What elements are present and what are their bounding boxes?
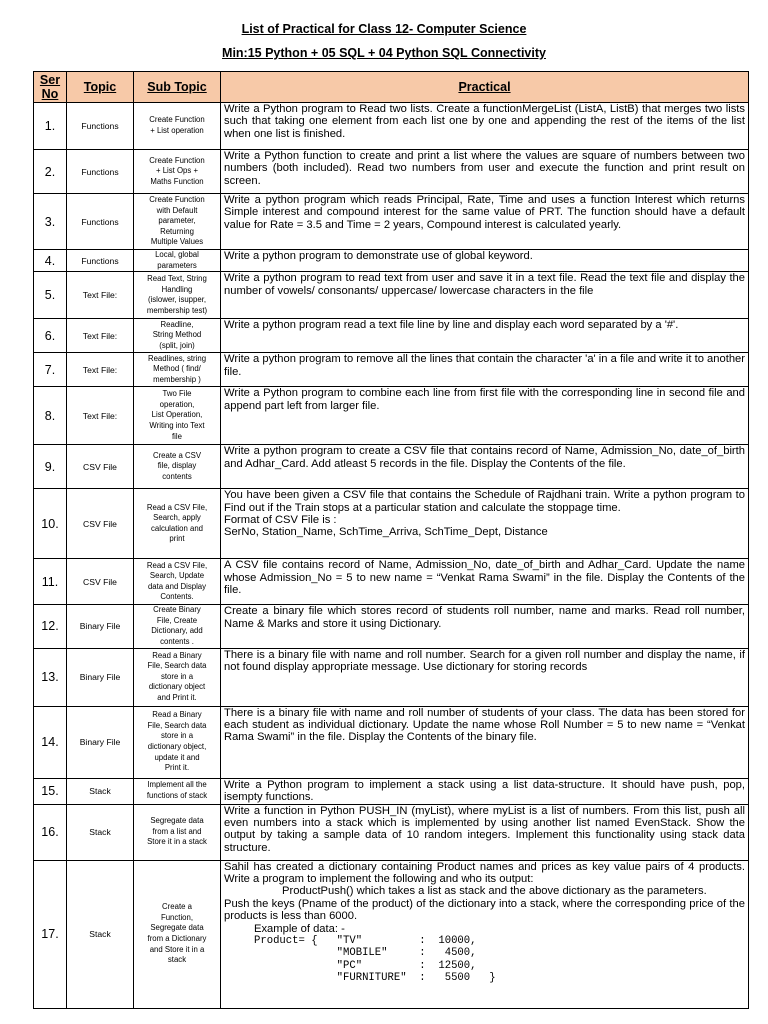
practical-text: Sahil has created a dictionary containing Product names and prices as key value pairs of 4 products. Write a program to implement the following and who its output: [224, 860, 745, 885]
row-practical [221, 387, 749, 445]
row-sub-topic [134, 103, 221, 150]
row-practical [221, 489, 749, 559]
sub-topic-line: String Method [152, 330, 202, 340]
sub-topic-line: data and Display [147, 581, 207, 591]
row-serial-number: 14. [34, 706, 67, 778]
row-topic: CSV File [67, 559, 134, 605]
sub-topic-line: List Operation, [151, 410, 203, 420]
practical-text: Write a Python program to combine each line from first file with the corresponding line in second file and append part left from larger file. [224, 387, 745, 412]
row-serial-number: 11. [34, 559, 67, 605]
sub-topic-line: membership ) [153, 374, 201, 384]
row-sub-topic [134, 648, 221, 706]
sub-topic-line: operation, [159, 399, 195, 409]
practical-text: Write a python program to read text from user and save it in a text file. Read the text file and display the number of vowels/ consonants/ uppercase/ lowercase characters in the file [224, 272, 745, 297]
sub-topic-line: calculation and [150, 523, 204, 533]
row-topic: Stack [67, 778, 134, 804]
row-practical [221, 319, 749, 353]
row-sub-topic [134, 445, 221, 489]
header-topic: Topic [67, 72, 134, 103]
sub-topic-line: Segregate data [150, 923, 204, 933]
sub-topic-line: from a list and [152, 826, 202, 836]
table-row [34, 353, 749, 387]
row-sub-topic [134, 804, 221, 860]
sub-topic-line: dictionary object, [147, 742, 207, 752]
sub-topic-line: Segregate data [150, 816, 204, 826]
row-sub-topic [134, 353, 221, 387]
row-sub-topic [134, 250, 221, 272]
row-topic: CSV File [67, 445, 134, 489]
sub-topic-line: Create Function [149, 195, 205, 205]
sub-topic-line: Readlines, string [147, 353, 207, 363]
code-line: "PC" : 12500, [254, 959, 477, 972]
row-practical [221, 860, 749, 1008]
row-topic: Functions [67, 250, 134, 272]
sub-topic-line: Create Binary [153, 605, 201, 615]
row-topic: CSV File [67, 489, 134, 559]
sub-topic-line: Read a CSV File, [146, 502, 208, 512]
table-row [34, 272, 749, 319]
sub-topic-line: Two File [162, 389, 192, 399]
sub-topic-line: membership test) [146, 305, 208, 315]
table-row [34, 605, 749, 648]
sub-topic-line: dictionary object [148, 682, 206, 692]
sub-topic-line: Create a CSV [152, 450, 202, 460]
table-row [34, 860, 749, 1008]
sub-topic-line: Print it. [164, 763, 190, 773]
row-serial-number: 5. [34, 272, 67, 319]
row-topic: Functions [67, 103, 134, 150]
row-topic: Stack [67, 860, 134, 1008]
row-practical [221, 150, 749, 194]
sub-topic-line: + List operation [150, 126, 204, 135]
practical-text: You have been given a CSV file that contains the Schedule of Rajdhani train. Write a python program to Find out if the Train stops at a particular station and calculate the stoppage time. [224, 489, 745, 514]
row-sub-topic [134, 559, 221, 605]
sub-topic-line: Maths Function [150, 176, 204, 186]
row-sub-topic [134, 605, 221, 648]
table-row [34, 445, 749, 489]
sub-topic-line: Implement all the [147, 780, 207, 790]
sub-topic-line: Store it in a stack [147, 837, 207, 847]
sub-topic-line: print [169, 534, 185, 544]
sub-topic-line: parameters [157, 260, 197, 270]
sub-topic-line: from a Dictionary [147, 934, 207, 944]
practical-text: There is a binary file with name and roll number. Search for a given roll number and display the name, if not found display appropriate message. Use dictionary for storing records [224, 648, 745, 673]
row-serial-number: 10. [34, 489, 67, 559]
code-line: "FURNITURE" : 5500 } [254, 971, 496, 984]
practical-text: Write a python program which reads Principal, Rate, Time and uses a function Interest which returns Simple interest and compound interest for the same value of PRT. The function should have a default value for Rate = 3.5 and Time = 2 years, Compound interest is calculated yearly. [224, 194, 745, 231]
row-topic: Stack [67, 804, 134, 860]
practical-text: Write a python program to demonstrate use of global keyword. [224, 250, 533, 262]
row-sub-topic [134, 272, 221, 319]
practical-text: SerNo, Station_Name, SchTime_Arriva, SchTime_Dept, Distance [224, 526, 548, 539]
row-serial-number: 9. [34, 445, 67, 489]
sub-topic-line: and Print it. [157, 692, 197, 702]
sub-topic-line: Multiple Values [150, 237, 204, 247]
row-practical [221, 648, 749, 706]
sub-topic-line: stack [167, 955, 187, 965]
row-topic: Text File: [67, 272, 134, 319]
row-serial-number: 4. [34, 250, 67, 272]
row-sub-topic [134, 194, 221, 250]
practical-function-description: ProductPush() which takes a list as stack and the above dictionary as the parameters. [282, 885, 707, 898]
sub-topic-line: functions of stack [146, 791, 208, 801]
row-practical [221, 706, 749, 778]
row-serial-number: 1. [34, 103, 67, 150]
example-label: Example of data: - [254, 922, 345, 935]
page-subtitle: Min:15 Python + 05 SQL + 04 Python SQL Connectivity [222, 46, 546, 60]
sub-topic-line: store in a [160, 671, 194, 681]
practical-text: A CSV file contains record of Name, Admission_No, date_of_birth and Adhar_Card. Update the name whose Admission_No = 5 to new name = “Venkat Rama Swami” in the file. Display the Contents of the file. [224, 559, 745, 596]
sub-topic-line: Create Function [149, 115, 205, 125]
row-practical [221, 353, 749, 387]
sub-topic-line: file, display [157, 461, 197, 471]
header-ser-no [34, 72, 67, 103]
practical-table [33, 71, 749, 1009]
sub-topic-line: with Default [156, 205, 198, 215]
table-row [34, 706, 749, 778]
practical-text: Write a Python program to implement a stack using a list data-structure. It should have push, pop, isempty functions. [224, 778, 745, 803]
row-topic: Binary File [67, 648, 134, 706]
row-topic: Text File: [67, 387, 134, 445]
row-serial-number: 12. [34, 605, 67, 648]
row-serial-number: 13. [34, 648, 67, 706]
sub-topic-line: Method ( find/ [153, 364, 201, 374]
sub-topic-line: File, Create [156, 615, 198, 625]
sub-topic-line: contents . [160, 636, 194, 646]
row-sub-topic [134, 387, 221, 445]
row-serial-number: 15. [34, 778, 67, 804]
sub-topic-line: (islower, isupper, [147, 295, 207, 305]
row-sub-topic [134, 706, 221, 778]
sub-topic-line: Contents. [160, 592, 194, 602]
page-title: List of Practical for Class 12- Computer Science [241, 22, 527, 36]
practical-text: There is a binary file with name and roll number of students of your class. The data has been stored for each student as individual dictionary. Update the name whose Roll Number = 5 to new name = “Venkat Rama Swami” in the file. Display the Contents of the binary file. [224, 706, 745, 744]
code-line: "MOBILE" : 4500, [254, 947, 477, 960]
practical-text-continued: Push the keys (Pname of the product) of the dictionary into a stack, where the corresponding price of the products is less than 6000. [224, 897, 745, 923]
table-row [34, 804, 749, 860]
row-topic: Functions [67, 150, 134, 194]
sub-topic-line: Local, global [155, 250, 199, 259]
row-topic: Text File: [67, 353, 134, 387]
sub-topic-line: Read a Binary [152, 650, 202, 660]
sub-topic-line: Create a [162, 902, 192, 912]
row-serial-number: 3. [34, 194, 67, 250]
sub-topic-line: contents [162, 471, 192, 481]
sub-topic-line: Create Function [149, 155, 205, 165]
practical-text: Write a python program to remove all the lines that contain the character 'a' in a file and write it to another file. [224, 353, 745, 378]
row-topic: Functions [67, 194, 134, 250]
table-header-row [34, 72, 749, 103]
table-row [34, 648, 749, 706]
header-practical: Practical [221, 72, 749, 103]
sub-topic-line: Handling [161, 284, 193, 294]
table-row [34, 778, 749, 804]
sub-topic-line: + List Ops + [155, 166, 199, 176]
row-practical [221, 778, 749, 804]
practical-text: Write a Python function to create and print a list where the values are square of numbers between two numbers (both included). Read two numbers from user and execute the function and print result on screen. [224, 150, 745, 187]
table-row [34, 194, 749, 250]
practical-text: Write a python program to create a CSV file that contains record of Name, Admission_No, date_of_birth and Adhar_Card. Add atleast 5 records in the file. Display the Contents of the file. [224, 445, 745, 470]
sub-topic-line: (split, join) [159, 340, 195, 350]
row-serial-number: 17. [34, 860, 67, 1008]
sub-topic-line: Read a Binary [152, 710, 202, 720]
sub-topic-line: File, Search data [147, 661, 207, 671]
row-practical [221, 804, 749, 860]
table-row [34, 250, 749, 272]
sub-topic-line: Writing into Text [149, 420, 205, 430]
practical-text: Write a python program read a text file line by line and display each word separated by a '#'. [224, 319, 679, 332]
row-sub-topic [134, 778, 221, 804]
row-practical [221, 559, 749, 605]
sub-topic-line: file [172, 431, 182, 441]
sub-topic-line: and Store it in a [149, 944, 205, 954]
row-sub-topic [134, 489, 221, 559]
sub-topic-line: Search, apply [153, 513, 201, 523]
table-row [34, 150, 749, 194]
practical-text: Format of CSV File is : [224, 514, 337, 526]
row-practical [221, 272, 749, 319]
sub-topic-line: Returning [160, 226, 194, 236]
row-practical [221, 605, 749, 648]
row-topic: Binary File [67, 605, 134, 648]
row-serial-number: 7. [34, 353, 67, 387]
row-sub-topic [134, 150, 221, 194]
sub-topic-line: Function, [160, 912, 194, 922]
practical-text: Create a binary file which stores record of students roll number, name and marks. Read roll number, Name & Marks and store it using Dictionary. [224, 605, 745, 630]
table-row [34, 103, 749, 150]
row-serial-number: 6. [34, 319, 67, 353]
table-row [34, 319, 749, 353]
sub-topic-line: File, Search data [147, 720, 207, 730]
sub-topic-line: Read a CSV File, [146, 560, 208, 570]
row-topic: Text File: [67, 319, 134, 353]
row-serial-number: 2. [34, 150, 67, 194]
sub-topic-line: parameter, [158, 216, 196, 226]
row-practical [221, 194, 749, 250]
sub-topic-line: store in a [160, 731, 194, 741]
sub-topic-line: Readline, [160, 319, 194, 329]
row-serial-number: 16. [34, 804, 67, 860]
sub-topic-line: Dictionary, add [151, 626, 203, 636]
row-practical [221, 445, 749, 489]
table-row [34, 387, 749, 445]
row-topic: Binary File [67, 706, 134, 778]
table-row [34, 559, 749, 605]
row-practical [221, 103, 749, 150]
table-row [34, 489, 749, 559]
row-sub-topic [134, 319, 221, 353]
header-sub-topic: Sub Topic [134, 72, 221, 103]
sub-topic-line: Search, Update [149, 571, 205, 581]
header-no-label: No [41, 87, 59, 101]
sub-topic-line: Read Text, String [147, 274, 207, 283]
code-line: Product= { "TV" : 10000, [254, 935, 477, 947]
sub-topic-line: update it and [154, 752, 200, 762]
row-practical [221, 250, 749, 272]
practical-text: Write a function in Python PUSH_IN (myList), where myList is a list of numbers. From this list, push all even numbers into a stack which is implemented by using another list named EvenStack. Show the output by taking a sample data of 10 random integers. Implement this functionality using stack data structure. [224, 804, 745, 854]
row-serial-number: 8. [34, 387, 67, 445]
practical-text: Write a Python program to Read two lists. Create a functionMergeList (ListA, ListB) that merges two lists such that taking one element from each list one by one and appending the rest of the items of the list when one list is finished. [224, 103, 745, 140]
header-ser-label: Ser [39, 73, 61, 87]
row-sub-topic [134, 860, 221, 1008]
